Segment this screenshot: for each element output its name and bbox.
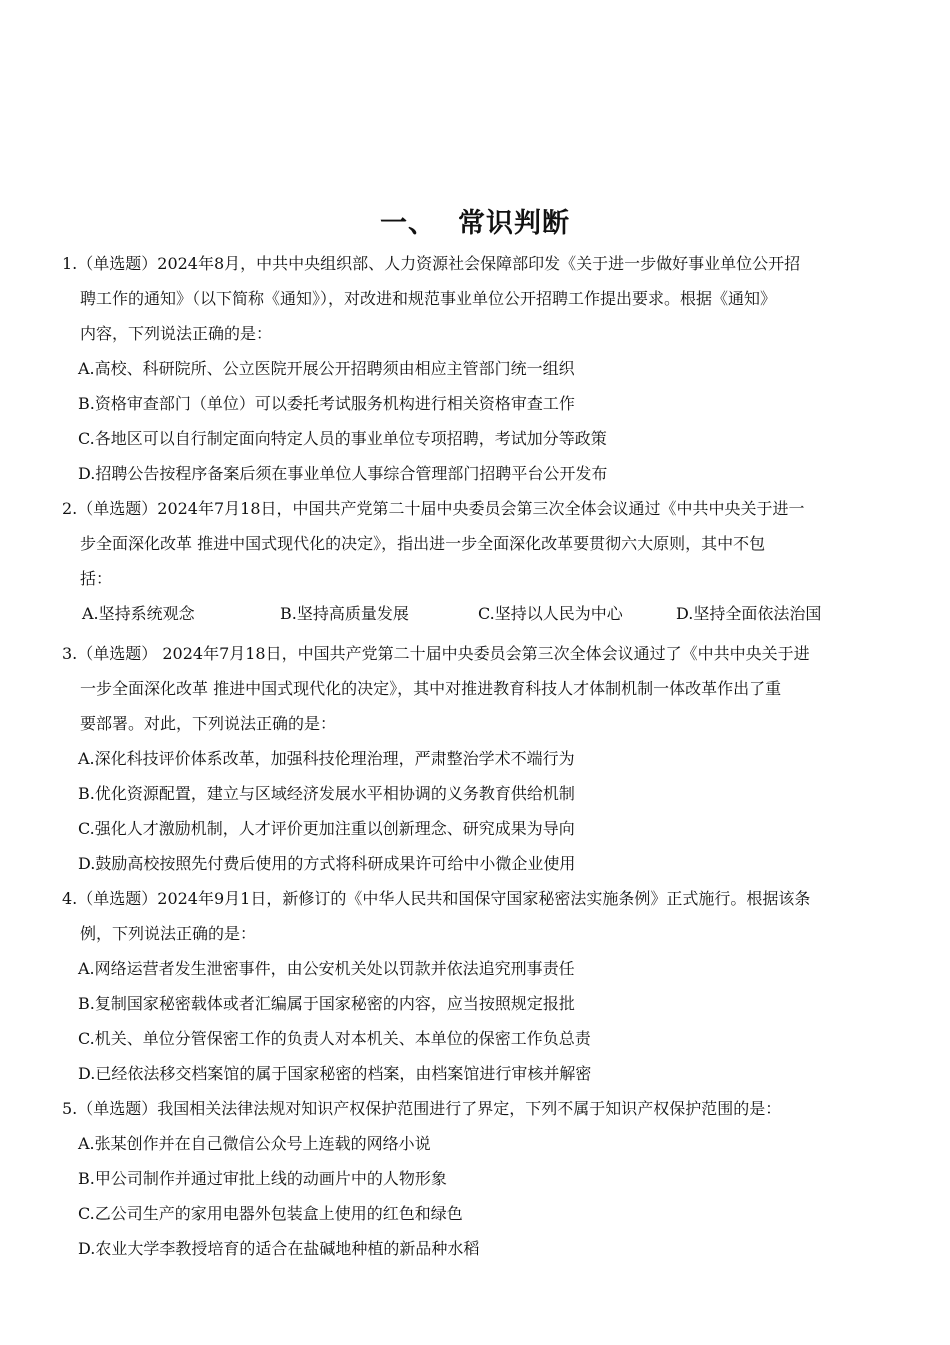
question-3-option-d: D.鼓励高校按照先付费后使用的方式将科研成果许可给中小微企业使用 [78,854,576,873]
question-3-stem-line-3: 要部署。对此，下列说法正确的是： [80,714,337,733]
question-1-option-d: D.招聘公告按程序备案后须在事业单位人事综合管理部门招聘平台公开发布 [78,464,608,483]
question-4-option-a: A.网络运营者发生泄密事件，由公安机关处以罚款并依法追究刑事责任 [78,959,575,978]
question-2-options [82,602,882,626]
question-2-stem-line-2: 步全面深化改革 推进中国式现代化的决定》，指出进一步全面深化改革要贯彻六大原则，其中不包 [80,534,766,553]
question-2-option-d: D.坚持全面依法治国 [676,604,822,623]
section-title [0,204,950,244]
question-3-option-a: A.深化科技评价体系改革，加强科技伦理治理，严肃整治学术不端行为 [78,749,575,768]
question-4-option-b: B.复制国家秘密载体或者汇编属于国家秘密的内容，应当按照规定报批 [78,994,575,1013]
question-5-option-c: C.乙公司生产的家用电器外包装盒上使用的红色和绿色 [78,1204,463,1223]
question-4-option-d: D.已经依法移交档案馆的属于国家秘密的档案，由档案馆进行审核并解密 [78,1064,592,1083]
question-4-stem-line-1: 4.（单选题）2024年9月1日，新修订的《中华人民共和国保守国家秘密法实施条例》正式施行。根据该条 [62,889,811,908]
section-heading: 常识判断 [458,208,570,239]
question-4-option-c: C.机关、单位分管保密工作的负责人对本机关、本单位的保密工作负总责 [78,1029,591,1048]
question-1-stem-line-1: 1.（单选题）2024年8月，中共中央组织部、人力资源社会保障部印发《关于进一步做好事业单位公开招 [62,254,801,273]
question-1-option-a: A.高校、科研院所、公立医院开展公开招聘须由相应主管部门统一组织 [78,359,575,378]
question-3-stem-line-2: 一步全面深化改革 推进中国式现代化的决定》，其中对推进教育科技人才体制机制一体改革作出了重 [80,679,782,698]
question-5-option-b: B.甲公司制作并通过审批上线的动画片中的人物形象 [78,1169,447,1188]
question-3-option-b: B.优化资源配置，建立与区域经济发展水平相协调的义务教育供给机制 [78,784,575,803]
question-1-stem-line-2: 聘工作的通知》（以下简称《通知》），对改进和规范事业单位公开招聘工作提出要求。根据《通知》 [80,289,777,308]
question-3-option-c: C.强化人才激励机制，人才评价更加注重以创新理念、研究成果为导向 [78,819,575,838]
question-2-option-c: C.坚持以人民为中心 [478,604,623,623]
question-2-stem-line-3: 括： [80,569,113,588]
question-4-stem-line-2: 例，下列说法正确的是： [80,924,257,943]
section-number: 一、 [380,208,436,239]
question-3-stem-line-1: 3.（单选题） 2024年7月18日，中国共产党第二十届中央委员会第三次全体会议通过了《中共中央关于进 [62,644,810,663]
question-5-option-a: A.张某创作并在自己微信公众号上连载的网络小说 [78,1134,431,1153]
question-2-option-b: B.坚持高质量发展 [280,604,409,623]
question-2-option-a: A.坚持系统观念 [82,604,195,623]
question-1-option-c: C.各地区可以自行制定面向特定人员的事业单位专项招聘，考试加分等政策 [78,429,607,448]
question-1-option-b: B.资格审查部门（单位）可以委托考试服务机构进行相关资格审查工作 [78,394,575,413]
question-1-stem-line-3: 内容，下列说法正确的是： [80,324,273,343]
question-5-option-d: D.农业大学李教授培育的适合在盐碱地种植的新品种水稻 [78,1239,480,1258]
question-5-stem-line-1: 5.（单选题）我国相关法律法规对知识产权保护范围进行了界定，下列不属于知识产权保护范围的是： [62,1099,782,1118]
question-2-stem-line-1: 2.（单选题）2024年7月18日，中国共产党第二十届中央委员会第三次全体会议通过《中共中央关于进一 [62,499,805,518]
